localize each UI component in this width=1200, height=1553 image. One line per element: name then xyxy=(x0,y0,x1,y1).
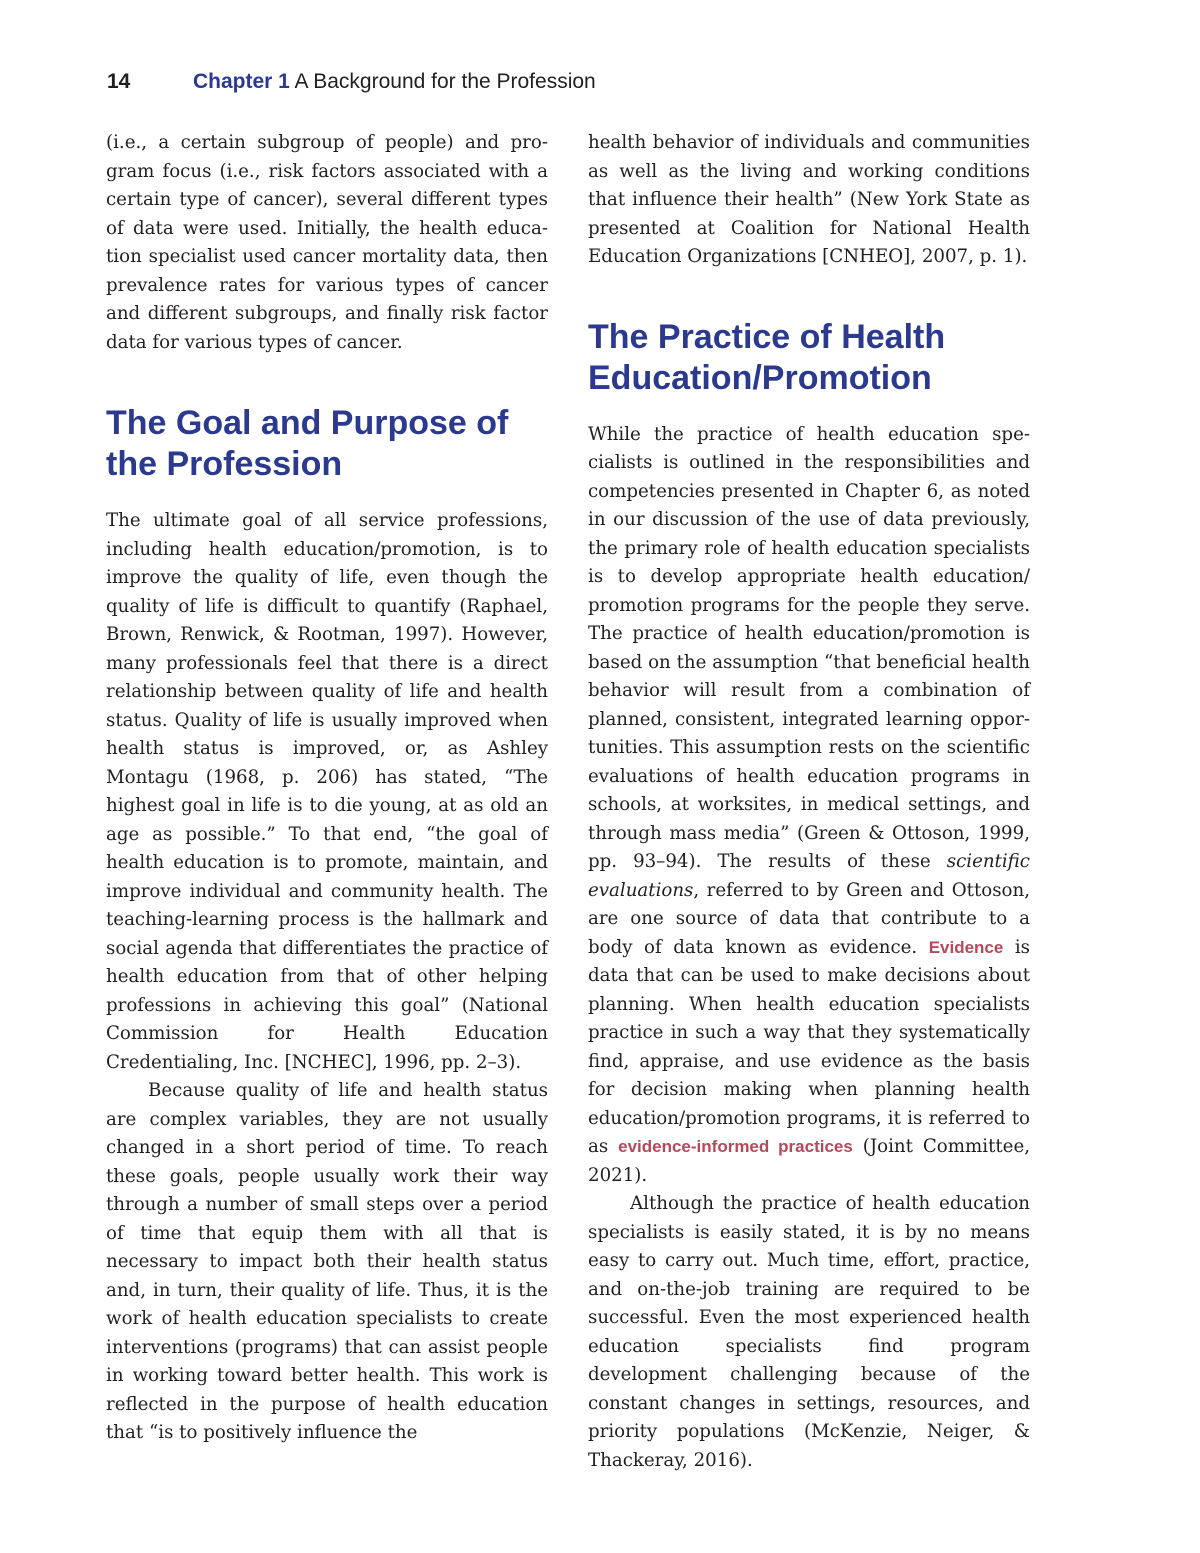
practice-text-d: (Joint Committee, 2021). xyxy=(588,1136,1030,1186)
section-heading-practice: The Practice of Health Education/Promotion xyxy=(588,317,946,397)
left-paragraph-quality: Because quality of life and health status are complex variables, they are not usually changed in a short period of time. To reach these goals, people usually work their way through a number of small steps over a period of time that equip them with all that is necessary to impact both their health status and, in turn, their quality of life. Thus, it is the work of health education specialists to create interventions (programs) that can assist people in working toward better health. This work is reflected in the purpose of health education that “is to positively influence the xyxy=(106,1080,548,1443)
chapter-title: A Background for the Profession xyxy=(294,70,596,93)
section-heading-goal-purpose: The Goal and Purpose of the Profession xyxy=(106,404,509,483)
running-header xyxy=(107,70,596,94)
chapter-label: Chapter 1 xyxy=(193,70,290,93)
right-paragraph-practice xyxy=(588,421,1030,1191)
practice-text-a: While the practice of health education specialists is outlined in the responsibilities and competencies presented in Chapter 6, as noted in our discussion of the use of data previously, the primary role of health education specialists is to develop appropriate health education/ promotion programs for the people they serve. The practice of health education/promotion is based on the assumption “that beneficial health behavior will result from a combination of planned, consistent, integrated learning opportunities. This assumption rests on the scientific evaluations of health education programs in schools, at worksites, in medical settings, and through mass media” (Green & Ottoson, 1999, pp. 93–94). The results of these xyxy=(588,423,1030,872)
left-paragraph-goal: The ultimate goal of all service professions, including health education/promotion, is to improve the quality of life, even though the quality of life is difficult to quantify (Raphael, Brown, Renwick, & Rootman, 1997). However, many professionals feel that there is a direct relationship between quality of life and health status. Quality of life is usually improved when health status is improved, or, as Ashley Montagu (1968, p. 206) has stated, “The highest goal in life is to die young, at as old an age as possible.” To that end, “the goal of health education is to promote, maintain, and improve individual and community health. The teaching-learning process is the hallmark and social agenda that differentiates the practice of health education from that of other helping professions in achieving this goal” (National Commission for Health Education Credentialing, Inc. [NCHEC], 1996, pp. 2–3). xyxy=(106,510,548,1073)
right-column xyxy=(588,129,1030,1475)
right-paragraph-although: Although the practice of health education specialists is easily stated, it is by no means easy to carry out. Much time, effort, practice, and on-the-job training are required to be successful. Even the most experienced health education specialists find program development challenging because of the constant changes in settings, resources, and priority populations (McKenzie, Neiger, & Thackeray, 2016). xyxy=(588,1193,1030,1471)
practice-text-c: is data that can be used to make decisions about planning. When health education specialists practice in such a way that they systematically find, appraise, and use evidence as the basis for decision making when planning health education/promotion programs, it is referred to as xyxy=(588,936,1030,1157)
practice-text-b: , referred to by Green and Ottoson, are one source of data that contribute to a body of data known as evidence. xyxy=(588,879,1030,958)
page-number: 14 xyxy=(107,70,131,93)
left-paragraph-continued: (i.e., a certain subgroup of people) and program focus (i.e., risk factors associated with a certain type of cancer), several different types of data were used. Initially, the health education specialist used cancer mortality data, then prevalence rates for various types of cancer and different subgroups, and finally risk factor data for various types of cancer. xyxy=(106,132,548,353)
practice-text-emphasis: scientific evaluations xyxy=(588,851,1030,901)
key-term-evidence: Evidence xyxy=(928,937,1004,957)
left-column xyxy=(106,129,548,1448)
right-paragraph-continued: health behavior of individuals and communities as well as the living and working conditions that influence their health” (New York State as presented at Coalition for National Health Education Organizations [CNHEO], 2007, p. 1). xyxy=(588,132,1030,267)
key-term-evidence-informed-practices: evidence-informed practices xyxy=(618,1137,853,1156)
